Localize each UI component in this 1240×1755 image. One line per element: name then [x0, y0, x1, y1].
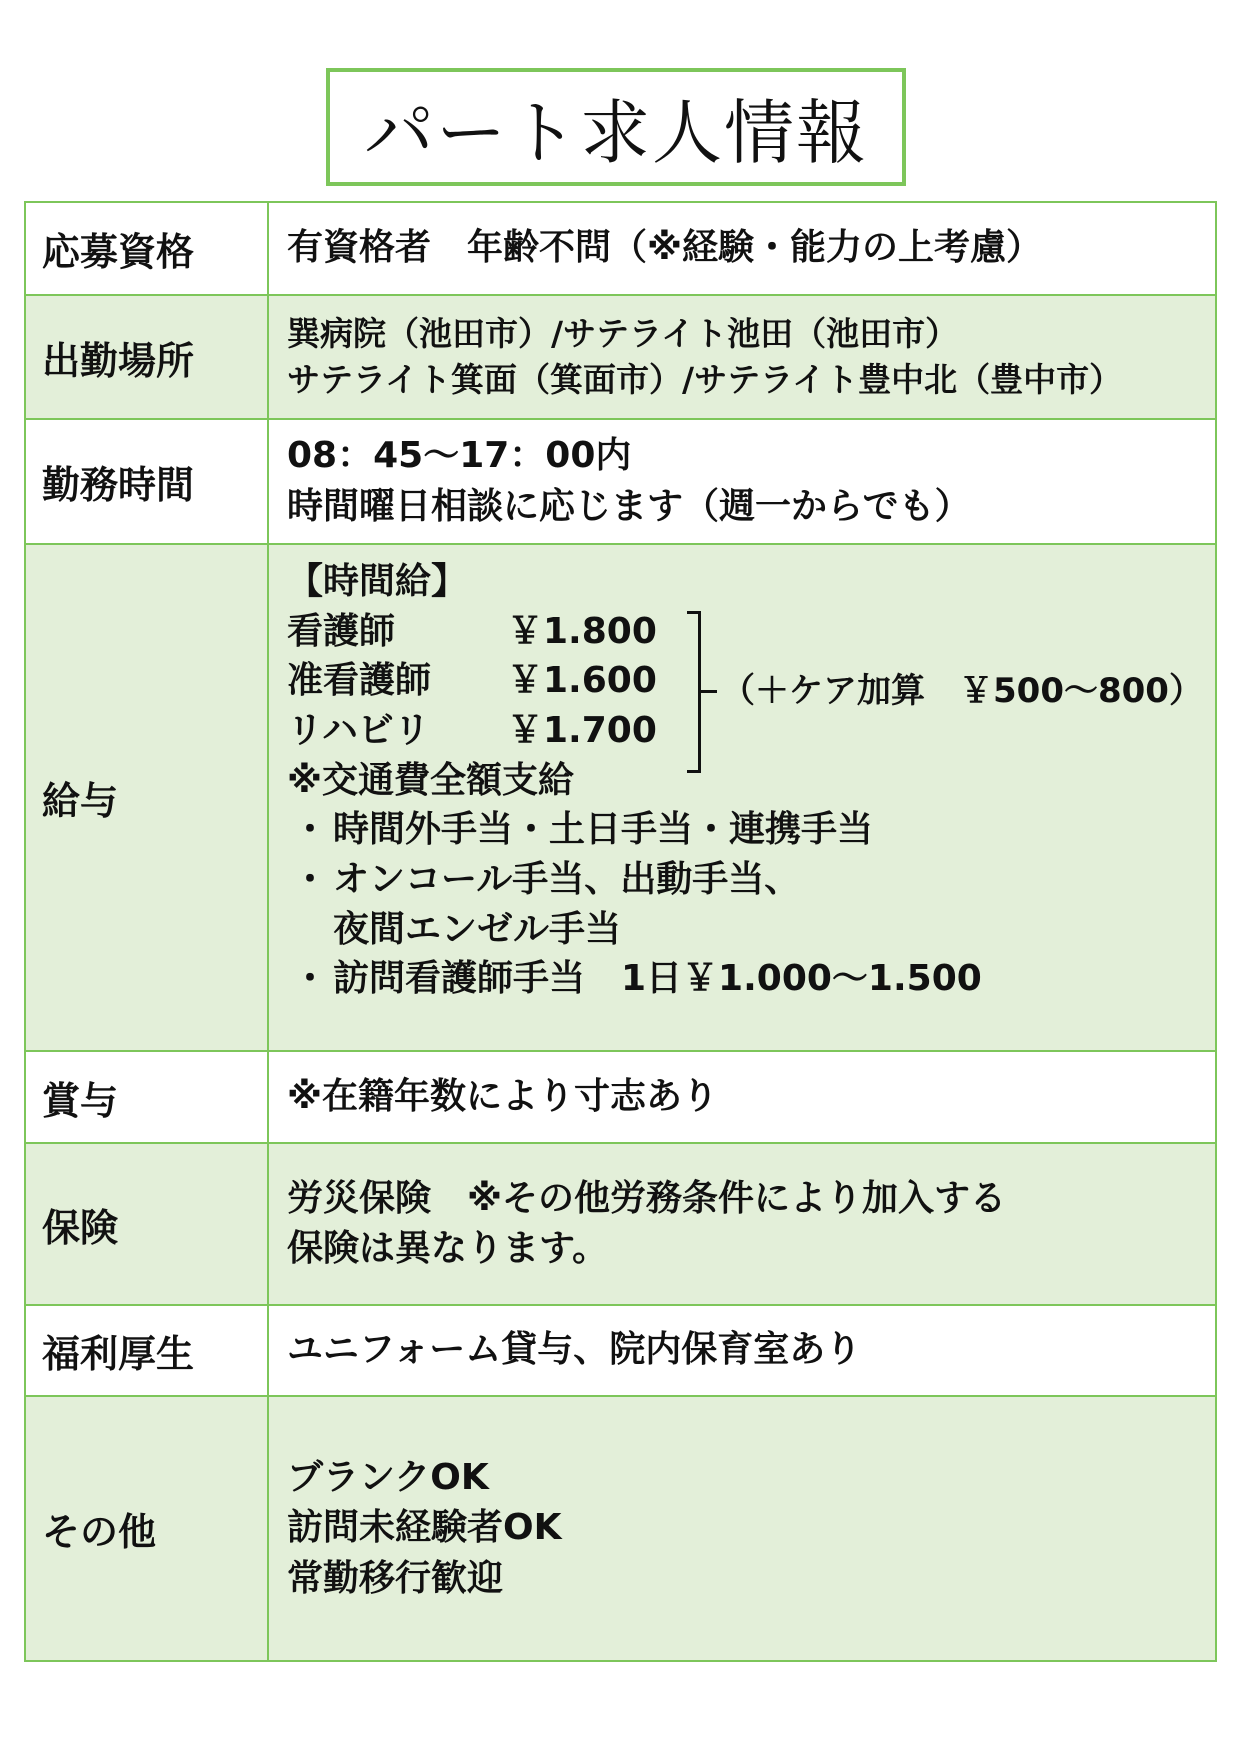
care-bonus-note: （＋ケア加算 ￥500～800）	[721, 671, 1203, 711]
bonus-text: ※在籍年数により寸志あり	[287, 1075, 718, 1117]
row-value	[269, 1052, 1215, 1142]
insurance-line: 労災保険 ※その他労務条件により加入する	[287, 1177, 1006, 1219]
row-label: 給与	[26, 545, 269, 1050]
insurance-line: 保険は異なります。	[287, 1228, 609, 1269]
allowance-item	[287, 805, 1215, 855]
row-label: その他	[26, 1397, 269, 1660]
row-label: 出勤場所	[26, 296, 269, 418]
allowance-text: 時間外手当・土日手当・連携手当	[333, 809, 874, 851]
row-value	[269, 545, 1215, 1050]
job-info-table	[24, 201, 1217, 1662]
row-label: 勤務時間	[26, 420, 269, 543]
row-location	[26, 294, 1215, 418]
welfare-text: ユニフォーム貸与、院内保育室あり	[287, 1329, 862, 1371]
bullet-icon: ・	[291, 958, 328, 1000]
wage-role: 看護師	[287, 610, 396, 652]
row-bonus	[26, 1050, 1215, 1142]
page-title: パート求人情報	[326, 68, 906, 186]
row-hours	[26, 418, 1215, 543]
row-insurance	[26, 1142, 1215, 1304]
wage-line	[287, 607, 1215, 657]
hours-line: 時間曜日相談に応じます（週一からでも）	[287, 485, 971, 527]
allowance-text: オンコール手当、出動手当、	[333, 859, 801, 901]
allowance-item	[287, 855, 1215, 905]
row-label: 保険	[26, 1144, 269, 1304]
row-value	[269, 1397, 1215, 1660]
salary-heading: 【時間給】	[287, 561, 468, 602]
bullet-icon: ・	[291, 859, 328, 901]
allowance-item	[287, 954, 1215, 1004]
transport-note: ※交通費全額支給	[287, 759, 574, 801]
other-line: ブランクOK	[287, 1456, 489, 1498]
row-value	[269, 420, 1215, 543]
bracket-icon	[687, 611, 701, 773]
bullet-icon: ・	[291, 809, 328, 851]
hours-line: 08：45～17：00内	[287, 435, 632, 477]
other-line: 訪問未経験者OK	[287, 1507, 562, 1549]
row-value	[269, 1306, 1215, 1395]
location-line: 巽病院（池田市）/サテライト池田（池田市）	[287, 314, 959, 354]
wage-amount: ￥1.700	[507, 710, 657, 752]
location-line: サテライト箕面（箕面市）/サテライト豊中北（豊中市）	[287, 360, 1123, 399]
wage-role: リハビリ	[287, 710, 430, 752]
row-qualification	[26, 203, 1215, 294]
row-value	[269, 1144, 1215, 1304]
wage-amount: ￥1.800	[507, 610, 657, 652]
row-value	[269, 203, 1215, 294]
wage-amount: ￥1.600	[507, 660, 657, 702]
row-other	[26, 1395, 1215, 1660]
row-label: 福利厚生	[26, 1306, 269, 1395]
row-label: 応募資格	[26, 203, 269, 294]
allowance-text: 訪問看護師手当 1日￥1.000～1.500	[333, 958, 982, 1000]
row-welfare	[26, 1304, 1215, 1395]
allowance-continuation: 夜間エンゼル手当	[333, 908, 622, 950]
row-value	[269, 296, 1215, 418]
qualification-text: 有資格者 年齢不問（※経験・能力の上考慮）	[287, 227, 1042, 269]
bracket-tick	[701, 690, 717, 693]
other-line: 常勤移行歓迎	[287, 1557, 504, 1599]
row-label: 賞与	[26, 1052, 269, 1142]
wage-role: 准看護師	[287, 660, 432, 702]
row-salary	[26, 543, 1215, 1050]
